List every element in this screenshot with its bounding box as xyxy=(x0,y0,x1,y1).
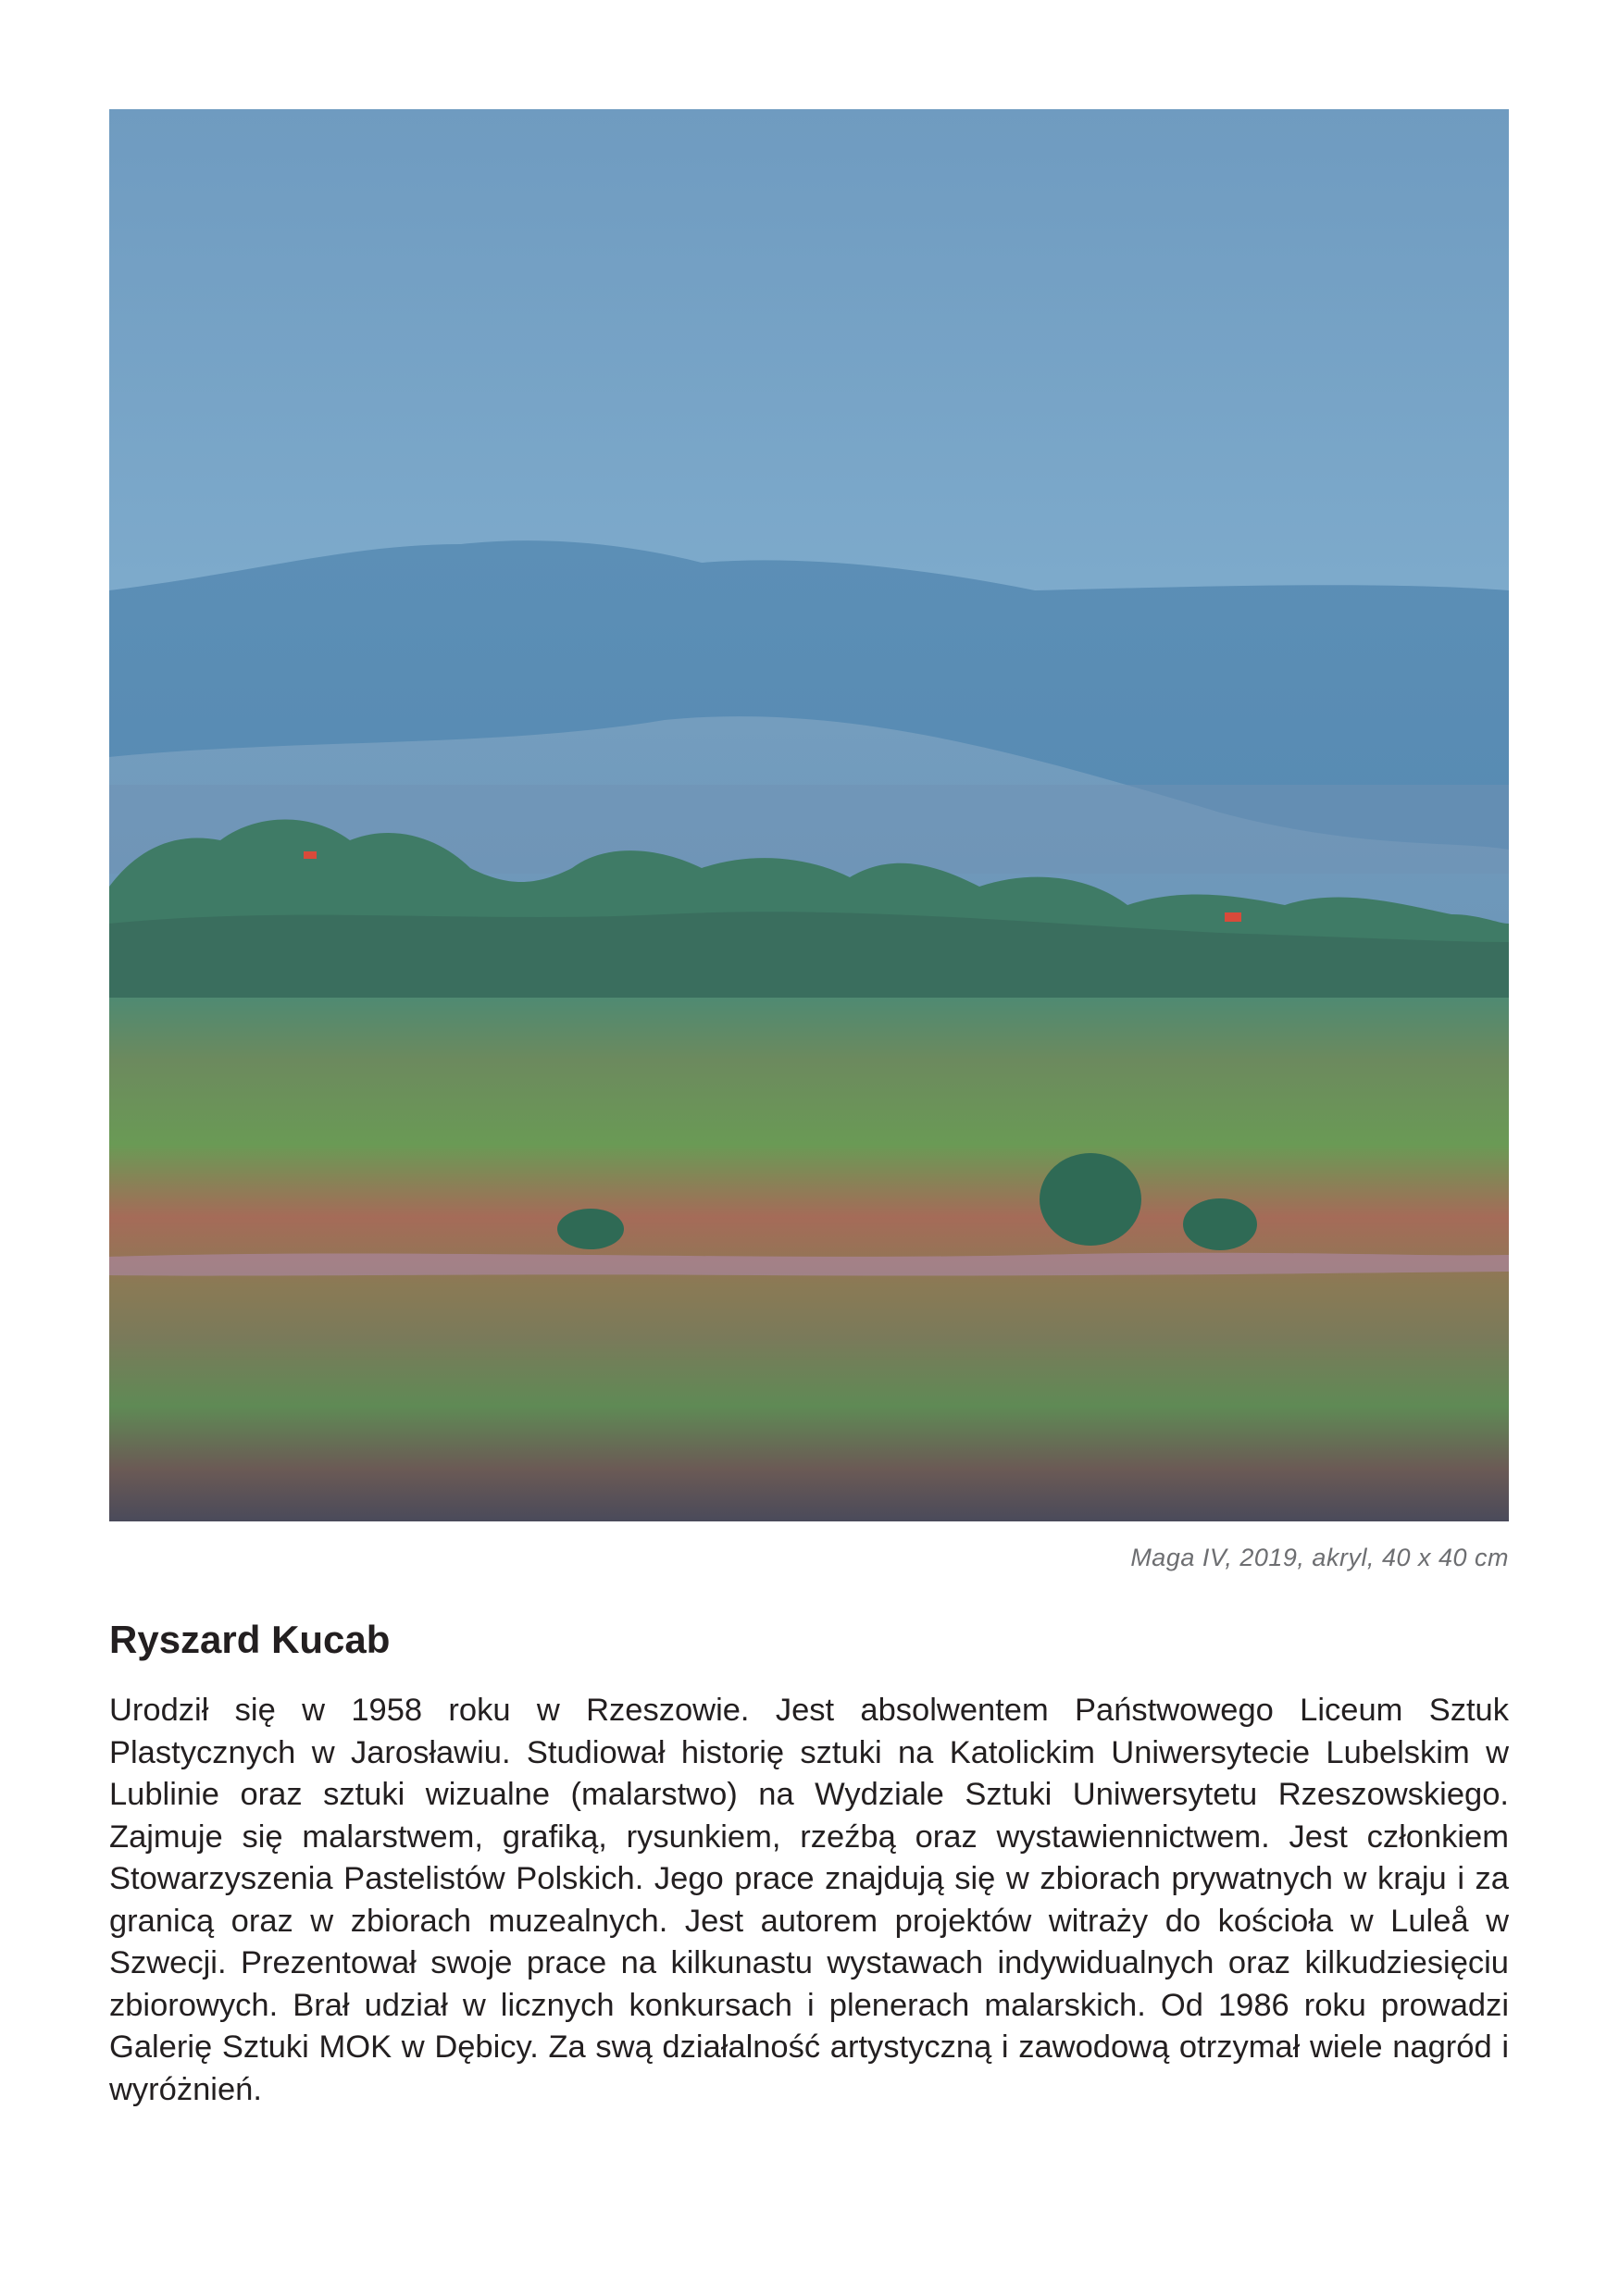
landscape-painting xyxy=(109,109,1509,1521)
painting-image xyxy=(109,109,1509,1521)
artwork-caption: Maga IV, 2019, akryl, 40 x 40 cm xyxy=(1130,1544,1509,1571)
artist-name: Ryszard Kucab xyxy=(109,1618,391,1661)
artist-bio: Urodził się w 1958 roku w Rzeszowie. Jest absolwentem Państwowego Liceum Sztuk Plastycznych w Jarosławiu. Studiował historię sztuki na Katolickim Uniwersytecie Lubelskim w Lublinie oraz sztuki wizualne (malarstwo) na Wydziale Sztuki Uniwersytetu Rzeszowskiego. Zajmuje się malarstwem, grafiką, rysunkiem, rzeźbą oraz wystawiennictwem. Jest członkiem Stowarzyszenia Pastelistów Polskich. Jego prace znajdują się w zbiorach prywatnych w kraju i za granicą oraz w zbiorach muzealnych. Jest autorem projektów witraży do kościoła w Luleå w Szwecji. Prezentował swoje prace na kilkunastu wystawach indywidualnych oraz kilkudziesięciu zbiorowych. Brał udział w licznych konkursach i plenerach malarskich. Od 1986 roku prowadzi Galerię Sztuki MOK w Dębicy. Za swą działalność artystyczną i zawodową otrzymał wiele nagród i wyróżnień. xyxy=(109,1693,1509,2107)
